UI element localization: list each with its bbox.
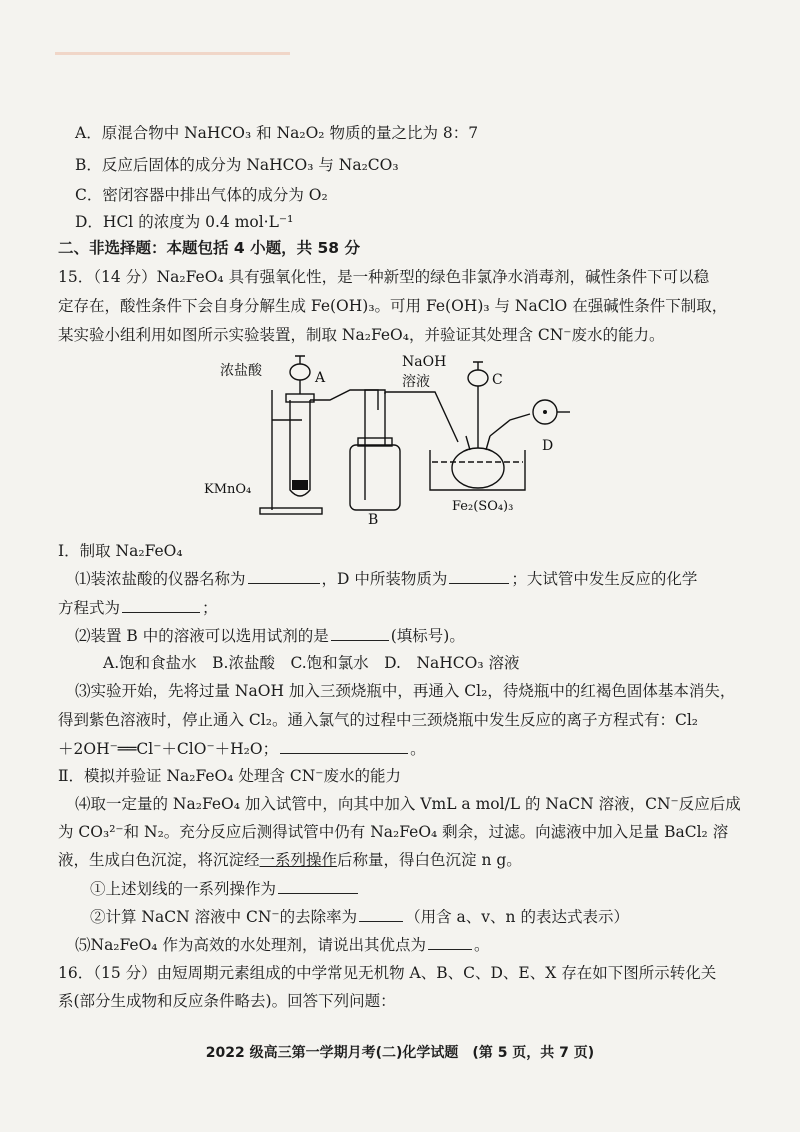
q14-option-c: C．密闭容器中排出气体的成分为 O₂ xyxy=(75,186,328,204)
page-footer: 2022 级高三第一学期月考(二)化学试题 (第 5 页，共 7 页) xyxy=(205,1045,595,1061)
part2-title: Ⅱ．模拟并验证 Na₂FeO₄ 处理含 CN⁻废水的能力 xyxy=(58,767,401,785)
q3-line2: 得到紫色溶液时，停止通入 Cl₂。通入氯气的过程中三颈烧瓶中发生反应的离子方程式有：Cl₂ xyxy=(58,711,698,729)
answer-blank-q1-equation[interactable] xyxy=(122,596,200,613)
label-fe2so43: Fe₂(SO₄)₃ xyxy=(452,499,514,514)
q4-sub2: ②计算 NaCN 溶液中 CN⁻的去除率为 （用含 a、v、n 的表达式表示） xyxy=(90,905,760,928)
label-c: C xyxy=(492,372,503,388)
top-mark xyxy=(55,52,290,55)
part1-title: Ⅰ．制取 Na₂FeO₄ xyxy=(58,542,183,560)
label-naoh: NaOH xyxy=(402,354,447,370)
answer-blank-q5[interactable] xyxy=(428,933,472,950)
q5-line: ⑸Na₂FeO₄ 作为高效的水处理剂，请说出其优点为 。 xyxy=(75,933,760,956)
q15-line2: 定存在，酸性条件下会自身分解生成 Fe(OH)₃。可用 Fe(OH)₃ 与 NaClO 在强碱性条件下制取， xyxy=(58,297,728,315)
underlined-operations: 一系列操作 xyxy=(259,851,338,869)
label-b: B xyxy=(368,512,379,528)
label-a: A xyxy=(315,370,326,386)
q16-line1: 16．（15 分）由短周期元素组成的中学常见无机物 A、B、C、D、E、X 存在如下图所示转化关 xyxy=(58,964,717,982)
q2-line: ⑵装置 B 中的溶液可以选用试剂的是 (填标号)。 xyxy=(75,624,760,647)
label-solution: 溶液 xyxy=(402,374,430,390)
answer-blank-q4-removal-rate[interactable] xyxy=(359,905,403,922)
q16-line2: 系(部分生成物和反应条件略去)。回答下列问题： xyxy=(58,992,396,1010)
q14-option-b: B．反应后固体的成分为 NaHCO₃ 与 Na₂CO₃ xyxy=(75,156,399,174)
q14-option-d: D．HCl 的浓度为 0.4 mol·L⁻¹ xyxy=(75,213,294,231)
q14-option-a: A．原混合物中 NaHCO₃ 和 Na₂O₂ 物质的量之比为 8：7 xyxy=(75,124,479,142)
answer-blank-q4-operations[interactable] xyxy=(278,877,358,894)
answer-blank-q1-instrument[interactable] xyxy=(248,567,320,584)
q4-line1: ⑷取一定量的 Na₂FeO₄ 加入试管中，向其中加入 VmL a mol/L 的 NaCN 溶液，CN⁻反应后成 xyxy=(75,795,741,813)
label-conc-hcl: 浓盐酸 xyxy=(220,363,262,379)
q1-line: ⑴装浓盐酸的仪器名称为 ，D 中所装物质为 ；大试管中发生反应的化学 xyxy=(75,567,760,590)
q3-line1: ⑶实验开始，先将过量 NaOH 加入三颈烧瓶中，再通入 Cl₂，待烧瓶中的红褐色固体基本消失， xyxy=(75,682,736,700)
q1-line2: 方程式为 ； xyxy=(58,596,760,619)
q2-options: A.饱和食盐水 B.浓盐酸 C.饱和氯水 D. NaHCO₃ 溶液 xyxy=(103,654,520,672)
q3-line3: ＋2OH⁻══Cl⁻＋ClO⁻＋H₂O； 。 xyxy=(58,737,760,760)
answer-blank-q1-d-substance[interactable] xyxy=(449,567,509,584)
label-kmno4: KMnO₄ xyxy=(204,482,252,497)
q15-line1: 15．（14 分）Na₂FeO₄ 具有强氧化性，是一种新型的绿色非氯净水消毒剂，碱性条件下可以稳 xyxy=(58,268,710,286)
q4-line2: 为 CO₃²⁻和 N₂。充分反应后测得试管中仍有 Na₂FeO₄ 剩余，过滤。向滤液中加入足量 BaCl₂ 溶 xyxy=(58,823,729,841)
q4-line3: 液，生成白色沉淀，将沉淀经一系列操作后称量，得白色沉淀 n g。 xyxy=(58,851,522,869)
q4-sub1: ①上述划线的一系列操作为 xyxy=(90,877,760,900)
q15-line3: 某实验小组利用如图所示实验装置，制取 Na₂FeO₄，并验证其处理含 CN⁻废水的能力。 xyxy=(58,326,665,344)
answer-blank-q2[interactable] xyxy=(331,624,389,641)
section2-title: 二、非选择题：本题包括 4 小题，共 58 分 xyxy=(58,239,360,257)
label-d: D xyxy=(542,438,554,454)
answer-blank-q3[interactable] xyxy=(280,737,408,754)
apparatus-figure xyxy=(200,350,600,530)
